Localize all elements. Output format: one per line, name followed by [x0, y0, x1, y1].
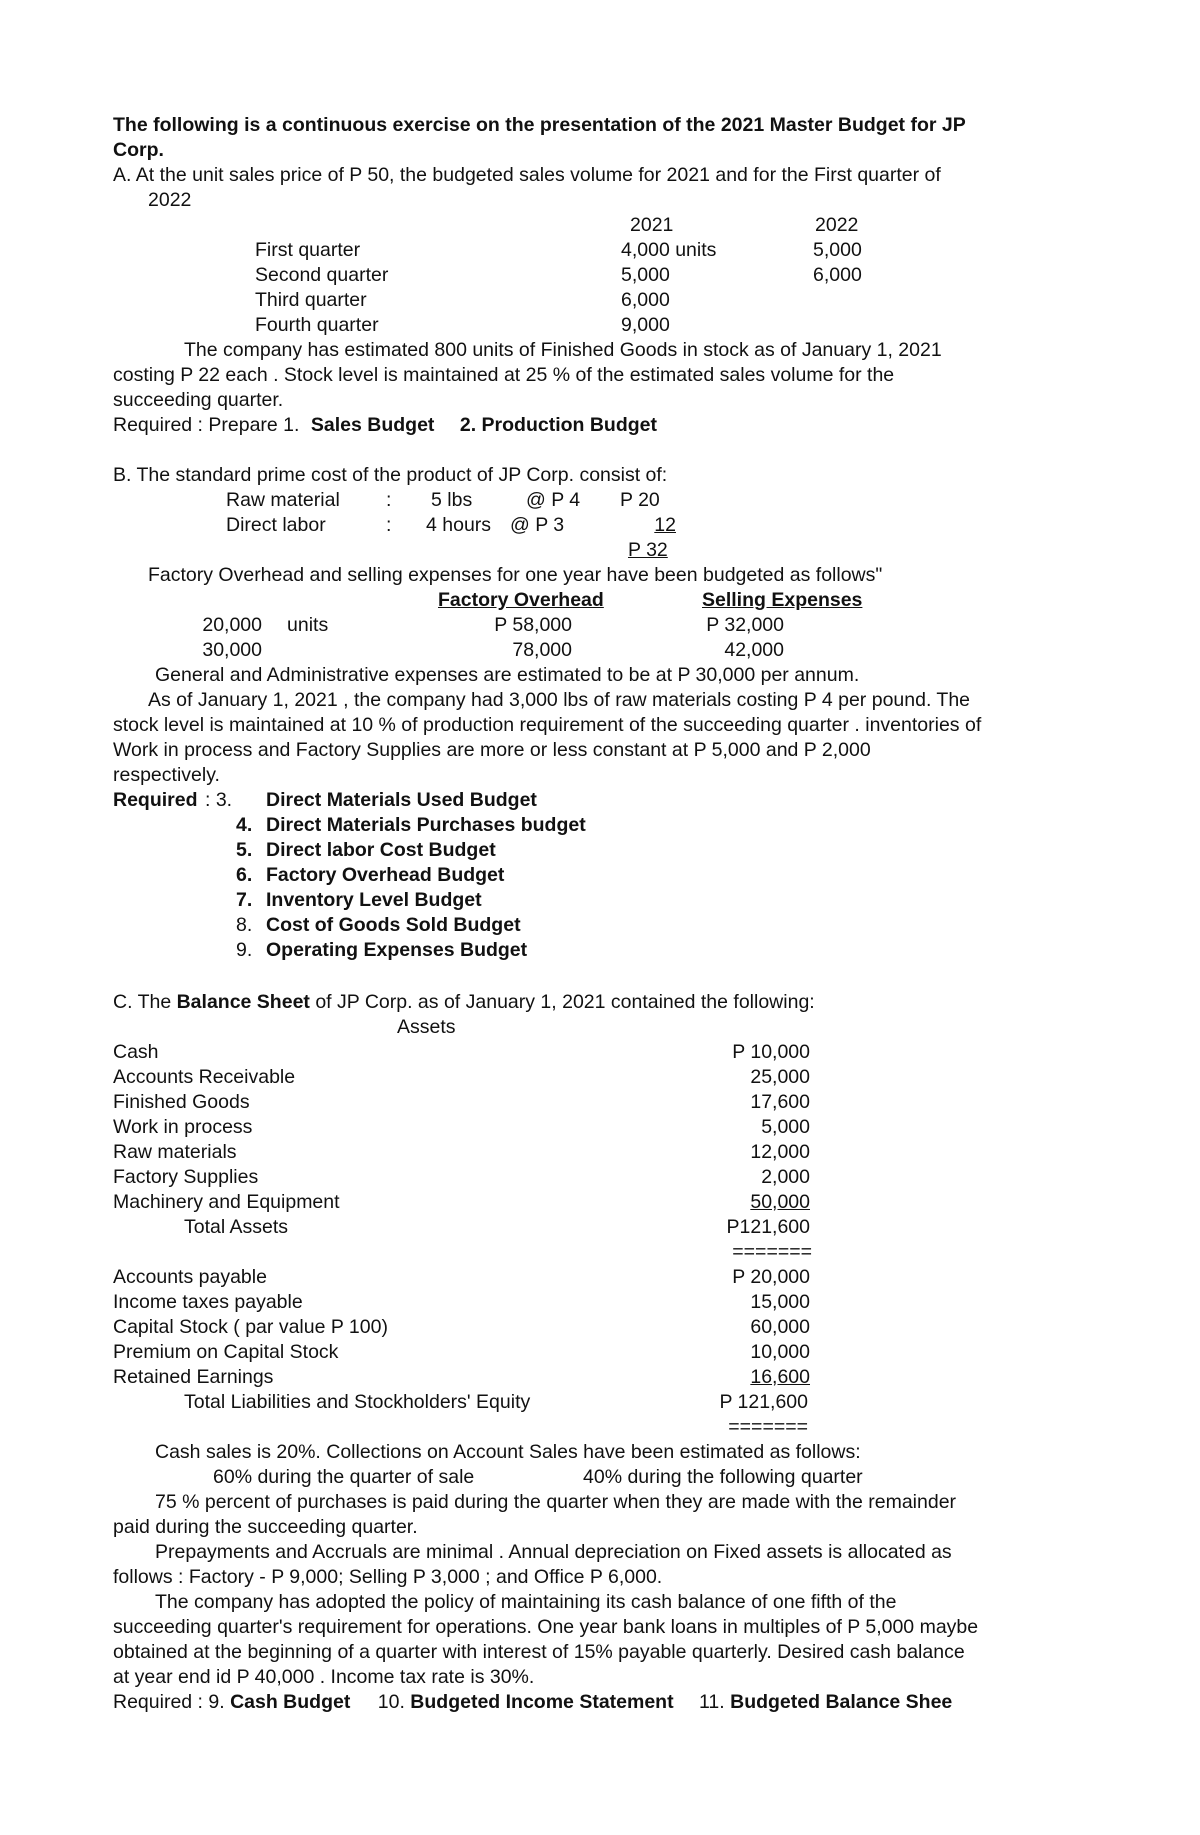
collection-current: 60% during the quarter of sale — [213, 1466, 475, 1488]
cost-row-colon: : — [386, 514, 392, 536]
required-balance-sheet: Budgeted Balance Shee — [730, 1691, 953, 1713]
sales-row-2022: 6,000 — [813, 264, 862, 286]
asset-value: 12,000 — [750, 1141, 810, 1163]
part-b-para-line-4: respectively. — [113, 764, 220, 786]
liability-value: 10,000 — [750, 1341, 810, 1363]
asset-value: 50,000 — [750, 1191, 810, 1213]
asset-label: Cash — [113, 1041, 159, 1063]
sales-row-2021: 4,000 units — [621, 239, 717, 261]
policy-line-2: succeeding quarter's requirement for operations. One year bank loans in multiples of P 5,000 maybe — [113, 1616, 979, 1638]
required-sales-budget: Sales Budget — [310, 414, 435, 436]
cost-row-rate: @ P 3 — [510, 514, 565, 536]
sales-row-label: Fourth quarter — [255, 314, 379, 336]
liability-label: Premium on Capital Stock — [113, 1341, 339, 1363]
part-c-intro-post: of JP Corp. as of January 1, 2021 contained the following: — [315, 991, 815, 1013]
part-b-para-line-2: stock level is maintained at 10 % of production requirement of the succeeding quarter . inventories of — [113, 714, 982, 736]
required-cash-budget: Cash Budget — [230, 1691, 351, 1713]
sales-row-2022: 5,000 — [813, 239, 862, 261]
balance-sheet-term: Balance Sheet — [176, 991, 310, 1013]
liability-label: Income taxes payable — [113, 1291, 303, 1313]
sales-row-label: Second quarter — [255, 264, 389, 286]
part-b-required-label: Required — [113, 789, 198, 811]
asset-label: Finished Goods — [113, 1091, 250, 1113]
req-item: Direct Materials Purchases budget — [266, 814, 586, 836]
purchases-line-1: 75 % percent of purchases is paid during the quarter when they are made with the remainder — [155, 1491, 957, 1513]
cost-row-qty: 5 lbs — [431, 489, 473, 511]
cost-row-qty: 4 hours — [426, 514, 492, 536]
req-num: 8. — [236, 914, 253, 936]
sales-row-2021: 9,000 — [621, 314, 670, 336]
part-a-intro-line-2: 2022 — [148, 189, 192, 211]
oh-factory-overhead: 78,000 — [512, 639, 572, 661]
assets-heading: Assets — [397, 1016, 456, 1038]
asset-value: 25,000 — [750, 1066, 810, 1088]
part-a-para-line-2: costing P 22 each . Stock level is maintained at 25 % of the estimated sales volume for the — [113, 364, 895, 386]
asset-value: 17,600 — [750, 1091, 810, 1113]
liability-value: 15,000 — [750, 1291, 810, 1313]
liability-value: 60,000 — [750, 1316, 810, 1338]
purchases-line-2: paid during the succeeding quarter. — [113, 1516, 418, 1538]
sales-row-label: First quarter — [255, 239, 361, 261]
oh-factory-overhead: P 58,000 — [494, 614, 572, 636]
prepayments-line-2: follows : Factory - P 9,000; Selling P 3,000 ; and Office P 6,000. — [113, 1566, 663, 1588]
cost-row-amount: 12 — [654, 514, 676, 536]
cost-row-rate: @ P 4 — [526, 489, 581, 511]
part-c-intro — [113, 990, 815, 1015]
sales-row-2021: 6,000 — [621, 289, 670, 311]
liability-label: Accounts payable — [113, 1266, 267, 1288]
asset-value: 5,000 — [761, 1116, 810, 1138]
sales-row-label: Third quarter — [255, 289, 367, 311]
required-production-budget: 2. Production Budget — [459, 414, 658, 436]
cost-row-label: Direct labor — [226, 514, 326, 536]
asset-label: Machinery and Equipment — [113, 1191, 340, 1213]
req-num: 4. — [236, 814, 253, 836]
part-a-required — [113, 413, 657, 438]
cost-row-label: Raw material — [226, 489, 340, 511]
required-num-11: 11. — [699, 1691, 725, 1713]
oh-units: 20,000 — [202, 614, 262, 636]
part-a-para-line-1: The company has estimated 800 units of Finished Goods in stock as of January 1, 2021 — [184, 339, 942, 361]
liability-label: Capital Stock ( par value P 100) — [113, 1316, 388, 1338]
asset-value: P 10,000 — [732, 1041, 810, 1063]
required-num-10: 10. — [377, 1691, 405, 1713]
required-income-statement: Budgeted Income Statement — [410, 1691, 674, 1713]
req-item: Factory Overhead Budget — [266, 864, 505, 886]
double-rule: ======= — [728, 1416, 808, 1438]
overhead-intro: Factory Overhead and selling expenses for one year have been budgeted as follows" — [148, 564, 883, 586]
required-prefix: Required : 9. — [113, 1691, 225, 1713]
cost-row-amount: P 20 — [620, 489, 660, 511]
policy-line-1: The company has adopted the policy of maintaining its cash balance of one fifth of the — [155, 1591, 897, 1613]
total-prime-cost: P 32 — [628, 539, 668, 561]
col-2021-heading: 2021 — [630, 214, 674, 236]
double-rule: ======= — [732, 1241, 812, 1263]
total-assets-label: Total Assets — [184, 1216, 289, 1238]
req-item: Direct Materials Used Budget — [266, 789, 537, 811]
required-prefix: Required : Prepare 1. — [113, 414, 300, 436]
prepayments-line-1: Prepayments and Accruals are minimal . Annual depreciation on Fixed assets is allocated as — [155, 1541, 952, 1563]
req-item: Direct labor Cost Budget — [266, 839, 496, 861]
total-le-label: Total Liabilities and Stockholders' Equity — [184, 1391, 531, 1413]
oh-units: 30,000 — [202, 639, 262, 661]
req-item: Operating Expenses Budget — [266, 939, 528, 961]
req-item: Inventory Level Budget — [266, 889, 482, 911]
total-le-value: P 121,600 — [719, 1391, 808, 1413]
col-factory-overhead: Factory Overhead — [438, 589, 604, 611]
ga-expenses-line: General and Administrative expenses are estimated to be at P 30,000 per annum. — [155, 664, 860, 686]
col-2022-heading: 2022 — [815, 214, 859, 236]
liability-value: P 20,000 — [732, 1266, 810, 1288]
col-selling-expenses: Selling Expenses — [702, 589, 863, 611]
asset-label: Factory Supplies — [113, 1166, 259, 1188]
req-num: 9. — [236, 939, 253, 961]
liability-value: 16,600 — [750, 1366, 810, 1388]
part-a-intro-line-1: A. At the unit sales price of P 50, the budgeted sales volume for 2021 and for the First quarter of — [113, 164, 941, 186]
oh-selling-expenses: P 32,000 — [706, 614, 784, 636]
part-b-para-line-1: As of January 1, 2021 , the company had 3,000 lbs of raw materials costing P 4 per pound. The — [148, 689, 971, 711]
oh-selling-expenses: 42,000 — [724, 639, 784, 661]
req-num: 5. — [236, 839, 253, 861]
part-c-required — [113, 1690, 952, 1715]
part-b-para-line-3: Work in process and Factory Supplies are more or less constant at P 5,000 and P 2,000 — [113, 739, 871, 761]
policy-line-4: at year end id P 40,000 . Income tax rate is 30%. — [113, 1666, 535, 1688]
collection-following: 40% during the following quarter — [583, 1466, 863, 1488]
title-line-2: Corp. — [113, 139, 164, 161]
sales-row-2021: 5,000 — [621, 264, 670, 286]
req-num: 7. — [236, 889, 253, 911]
req-item: Cost of Goods Sold Budget — [266, 914, 521, 936]
cash-sales-line: Cash sales is 20%. Collections on Account Sales have been estimated as follows: — [155, 1441, 861, 1463]
cost-row-colon: : — [386, 489, 392, 511]
liability-label: Retained Earnings — [113, 1366, 274, 1388]
part-b-intro: B. The standard prime cost of the product of JP Corp. consist of: — [113, 464, 668, 486]
asset-label: Work in process — [113, 1116, 253, 1138]
part-a-para-line-3: succeeding quarter. — [113, 389, 284, 411]
total-assets-value: P121,600 — [726, 1216, 810, 1238]
req-num: : 3. — [205, 789, 233, 811]
part-c-intro-pre: C. The — [113, 991, 172, 1013]
title-line-1: The following is a continuous exercise on the presentation of the 2021 Master Budget for JP — [113, 114, 966, 136]
asset-value: 2,000 — [761, 1166, 810, 1188]
asset-label: Raw materials — [113, 1141, 237, 1163]
oh-unit-label: units — [287, 614, 329, 636]
req-num: 6. — [236, 864, 253, 886]
policy-line-3: obtained at the beginning of a quarter with interest of 15% payable quarterly. Desired cash balance — [113, 1641, 965, 1663]
asset-label: Accounts Receivable — [113, 1066, 296, 1088]
